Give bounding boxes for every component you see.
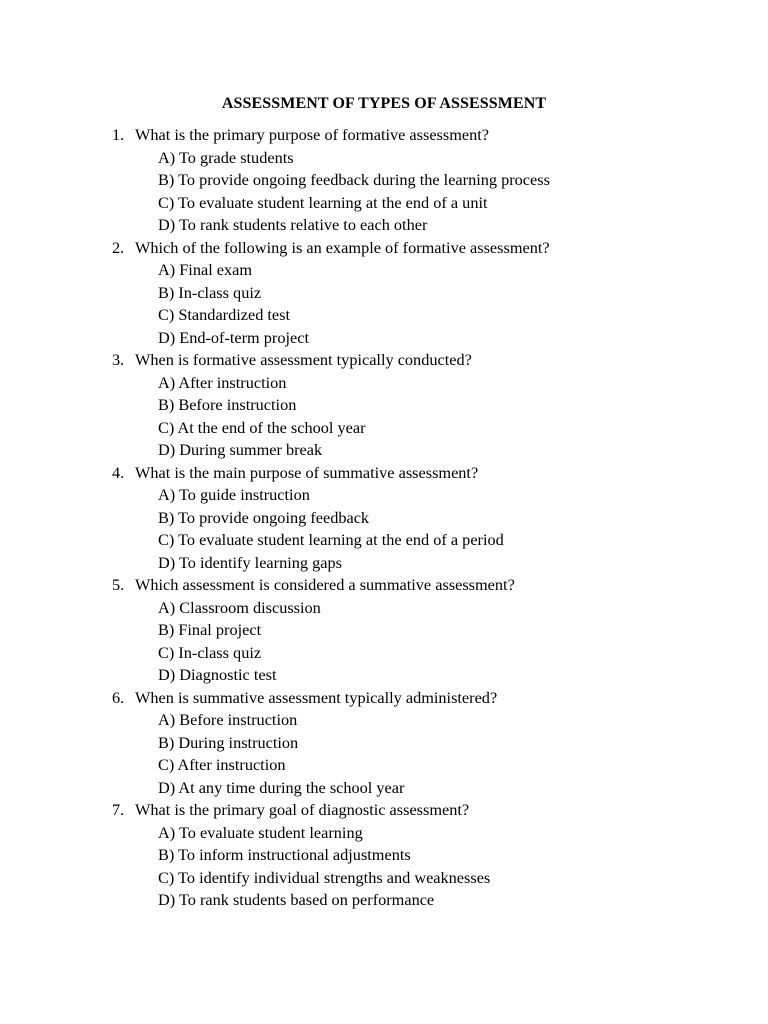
question-7 — [112, 799, 550, 912]
answer-option-c: C) To evaluate student learning at the end of a period — [158, 530, 504, 549]
answer-option-b: B) Before instruction — [158, 395, 297, 414]
question-number: 7. — [112, 800, 125, 819]
answer-options — [112, 372, 550, 462]
question-number: 2. — [112, 237, 125, 257]
answer-option-a: A) To evaluate student learning — [158, 822, 363, 842]
answer-option-b: B) Final project — [158, 620, 262, 639]
answer-option-a: A) After instruction — [158, 372, 287, 392]
answer-option-b: B) During instruction — [158, 732, 299, 752]
answer-option-c: C) To identify individual strengths and weaknesses — [158, 867, 491, 887]
document-title: ASSESSMENT OF TYPES OF ASSESSMENT — [221, 95, 547, 112]
question-list — [112, 124, 550, 912]
answer-option-a: A) Classroom discussion — [158, 597, 321, 617]
answer-option-d: D) End-of-term project — [158, 327, 309, 347]
answer-options — [112, 147, 550, 237]
question-text: When is summative assessment typically administered? — [135, 687, 498, 707]
answer-option-c: C) To evaluate student learning at the end of a unit — [158, 192, 488, 212]
answer-option-a: A) To grade students — [158, 147, 294, 167]
question-4 — [112, 462, 550, 575]
answer-option-a: A) Before instruction — [158, 710, 298, 729]
question-number: 6. — [112, 687, 125, 707]
question-text: Which of the following is an example of formative assessment? — [135, 237, 550, 257]
answer-option-d: D) To rank students based on performance — [158, 890, 435, 909]
answer-option-d: D) At any time during the school year — [158, 777, 405, 797]
question-number: 4. — [112, 462, 125, 482]
answer-option-d: D) To identify learning gaps — [158, 552, 342, 572]
answer-option-c: C) After instruction — [158, 755, 286, 774]
answer-option-b: B) To provide ongoing feedback — [158, 507, 370, 527]
question-number: 5. — [112, 575, 125, 594]
answer-options — [112, 259, 550, 349]
answer-option-c: C) At the end of the school year — [158, 417, 366, 437]
answer-option-d: D) During summer break — [158, 440, 323, 459]
question-text: What is the primary goal of diagnostic assessment? — [135, 800, 470, 819]
question-1 — [112, 124, 550, 237]
answer-options — [112, 822, 550, 912]
answer-option-d: D) Diagnostic test — [158, 665, 277, 684]
question-2 — [112, 237, 550, 350]
answer-option-b: B) To inform instructional adjustments — [158, 845, 411, 864]
answer-option-a: A) To guide instruction — [158, 485, 310, 504]
answer-option-d: D) To rank students relative to each other — [158, 215, 428, 234]
answer-option-b: B) In-class quiz — [158, 282, 262, 302]
question-text: What is the main purpose of summative assessment? — [135, 462, 479, 482]
answer-options — [112, 597, 550, 687]
answer-options — [112, 484, 550, 574]
question-6 — [112, 687, 550, 800]
question-text: What is the primary purpose of formative assessment? — [135, 125, 490, 144]
question-5 — [112, 574, 550, 687]
question-text: Which assessment is considered a summative assessment? — [135, 575, 515, 594]
answer-option-b: B) To provide ongoing feedback during the learning process — [158, 170, 550, 189]
question-number: 3. — [112, 350, 125, 369]
answer-option-a: A) Final exam — [158, 260, 253, 279]
question-number: 1. — [112, 125, 125, 144]
question-3 — [112, 349, 550, 462]
answer-option-c: C) Standardized test — [158, 305, 291, 324]
question-text: When is formative assessment typically conducted? — [135, 350, 472, 369]
answer-option-c: C) In-class quiz — [158, 642, 262, 662]
answer-options — [112, 709, 550, 799]
